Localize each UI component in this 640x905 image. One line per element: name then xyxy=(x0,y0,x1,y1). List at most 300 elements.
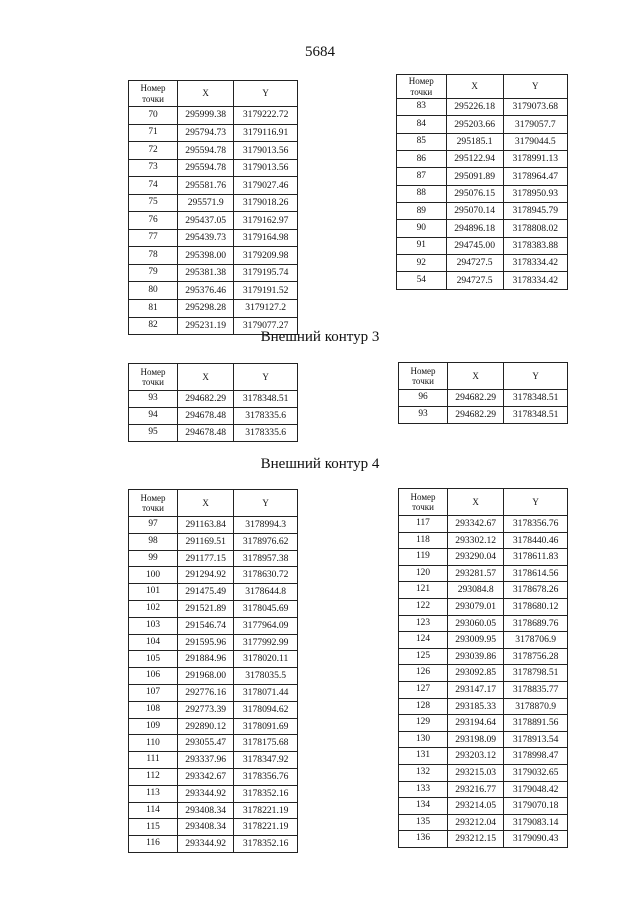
table-row xyxy=(129,651,298,668)
point-number-cell: 105 xyxy=(129,651,178,668)
point-number-cell: 86 xyxy=(397,151,447,168)
point-number-cell: 113 xyxy=(129,785,178,802)
table-row xyxy=(399,615,568,632)
x-cell: 291177.15 xyxy=(178,550,234,567)
header-y: Y xyxy=(503,75,567,99)
x-cell: 291595.96 xyxy=(178,634,234,651)
point-number-cell: 132 xyxy=(399,764,448,781)
point-number-cell: 85 xyxy=(397,133,447,150)
point-number-cell: 91 xyxy=(397,237,447,254)
header-y: Y xyxy=(234,81,298,107)
point-number-cell: 124 xyxy=(399,632,448,649)
y-cell: 3178094.62 xyxy=(234,701,298,718)
table-row xyxy=(397,255,568,272)
point-number-cell: 54 xyxy=(397,272,447,289)
contour-4-title: Внешний контур 4 xyxy=(260,456,380,472)
y-cell: 3178614.56 xyxy=(504,565,568,582)
point-number-cell: 101 xyxy=(129,584,178,601)
y-cell: 3179090.43 xyxy=(504,831,568,848)
header-row xyxy=(399,363,568,390)
point-number-cell: 103 xyxy=(129,617,178,634)
y-cell: 3178352.16 xyxy=(234,785,298,802)
table-row xyxy=(129,124,298,142)
point-number-cell: 133 xyxy=(399,781,448,798)
x-cell: 295122.94 xyxy=(446,151,503,168)
table-row xyxy=(397,99,568,116)
table-row xyxy=(399,681,568,698)
x-cell: 295381.38 xyxy=(178,264,234,282)
y-cell: 3178348.51 xyxy=(234,391,298,408)
point-number-cell: 78 xyxy=(129,247,178,265)
y-cell: 3178091.69 xyxy=(234,718,298,735)
y-cell: 3178689.76 xyxy=(504,615,568,632)
y-cell: 3178356.76 xyxy=(234,768,298,785)
x-cell: 294896.18 xyxy=(446,220,503,237)
point-number-cell: 84 xyxy=(397,116,447,133)
table-row xyxy=(129,584,298,601)
header-y: Y xyxy=(234,364,298,391)
table-row xyxy=(399,798,568,815)
table-row xyxy=(397,237,568,254)
x-cell: 293281.57 xyxy=(448,565,504,582)
x-cell: 295581.76 xyxy=(178,177,234,195)
point-number-cell: 76 xyxy=(129,212,178,230)
table-row xyxy=(129,836,298,853)
table-row xyxy=(129,517,298,534)
table-row xyxy=(129,408,298,425)
coordinates-table-6 xyxy=(398,488,568,848)
y-cell: 3178680.12 xyxy=(504,598,568,615)
y-cell: 3179070.18 xyxy=(504,798,568,815)
table-row xyxy=(129,212,298,230)
header-row xyxy=(399,489,568,516)
point-number-cell: 83 xyxy=(397,99,447,116)
point-number-cell: 98 xyxy=(129,533,178,550)
y-cell: 3178045.69 xyxy=(234,600,298,617)
x-cell: 291294.92 xyxy=(178,567,234,584)
y-cell: 3178644.8 xyxy=(234,584,298,601)
x-cell: 295185.1 xyxy=(446,133,503,150)
y-cell: 3178356.76 xyxy=(504,516,568,533)
header-x: X xyxy=(448,489,504,516)
table-row xyxy=(129,142,298,160)
header-point-number: Номер точки xyxy=(129,490,178,517)
y-cell: 3178756.28 xyxy=(504,648,568,665)
y-cell: 3179013.56 xyxy=(234,142,298,160)
y-cell: 3178835.77 xyxy=(504,681,568,698)
y-cell: 3178991.13 xyxy=(503,151,567,168)
point-number-cell: 89 xyxy=(397,203,447,220)
table-row xyxy=(399,698,568,715)
point-number-cell: 75 xyxy=(129,194,178,212)
point-number-cell: 107 xyxy=(129,684,178,701)
y-cell: 3178335.6 xyxy=(234,408,298,425)
y-cell: 3179164.98 xyxy=(234,229,298,247)
y-cell: 3179048.42 xyxy=(504,781,568,798)
point-number-cell: 71 xyxy=(129,124,178,142)
y-cell: 3178913.54 xyxy=(504,731,568,748)
table-row xyxy=(129,194,298,212)
y-cell: 3178998.47 xyxy=(504,748,568,765)
point-number-cell: 131 xyxy=(399,748,448,765)
y-cell: 3178440.46 xyxy=(504,532,568,549)
table-row xyxy=(129,300,298,318)
table-row xyxy=(399,390,568,407)
y-cell: 3179018.26 xyxy=(234,194,298,212)
x-cell: 293408.34 xyxy=(178,802,234,819)
x-cell: 293185.33 xyxy=(448,698,504,715)
header-x: X xyxy=(178,81,234,107)
x-cell: 291475.49 xyxy=(178,584,234,601)
x-cell: 295298.28 xyxy=(178,300,234,318)
y-cell: 3178352.16 xyxy=(234,836,298,853)
table-row xyxy=(399,632,568,649)
y-cell: 3178175.68 xyxy=(234,735,298,752)
y-cell: 3179013.56 xyxy=(234,159,298,177)
x-cell: 293060.05 xyxy=(448,615,504,632)
point-number-cell: 97 xyxy=(129,517,178,534)
point-number-cell: 80 xyxy=(129,282,178,300)
y-cell: 3179162.97 xyxy=(234,212,298,230)
x-cell: 293092.85 xyxy=(448,665,504,682)
x-cell: 291884.96 xyxy=(178,651,234,668)
coordinates-table-2 xyxy=(396,74,568,290)
table-row xyxy=(397,220,568,237)
table-row xyxy=(399,549,568,566)
x-cell: 293216.77 xyxy=(448,781,504,798)
point-number-cell: 77 xyxy=(129,229,178,247)
point-number-cell: 70 xyxy=(129,107,178,125)
table-row xyxy=(397,116,568,133)
y-cell: 3178020.11 xyxy=(234,651,298,668)
header-point-number: Номер точки xyxy=(397,75,447,99)
y-cell: 3178348.51 xyxy=(504,407,568,424)
x-cell: 295076.15 xyxy=(446,185,503,202)
x-cell: 294682.29 xyxy=(448,407,504,424)
y-cell: 3178891.56 xyxy=(504,715,568,732)
y-cell: 3178994.3 xyxy=(234,517,298,534)
table-row xyxy=(129,684,298,701)
table-row xyxy=(399,781,568,798)
x-cell: 293214.05 xyxy=(448,798,504,815)
x-cell: 294682.29 xyxy=(448,390,504,407)
table-row xyxy=(129,718,298,735)
point-number-cell: 94 xyxy=(129,408,178,425)
point-number-cell: 110 xyxy=(129,735,178,752)
x-cell: 293009.95 xyxy=(448,632,504,649)
coordinates-table-3 xyxy=(128,363,298,442)
point-number-cell: 92 xyxy=(397,255,447,272)
x-cell: 293203.12 xyxy=(448,748,504,765)
point-number-cell: 135 xyxy=(399,814,448,831)
y-cell: 3179057.7 xyxy=(503,116,567,133)
table-row xyxy=(129,668,298,685)
header-x: X xyxy=(446,75,503,99)
point-number-cell: 102 xyxy=(129,600,178,617)
x-cell: 291169.51 xyxy=(178,533,234,550)
table-row xyxy=(129,247,298,265)
x-cell: 291968.00 xyxy=(178,668,234,685)
y-cell: 3178678.26 xyxy=(504,582,568,599)
point-number-cell: 96 xyxy=(399,390,448,407)
table-row xyxy=(399,715,568,732)
y-cell: 3178957.38 xyxy=(234,550,298,567)
x-cell: 293039.86 xyxy=(448,648,504,665)
table-row xyxy=(129,425,298,442)
table-row xyxy=(399,831,568,848)
y-cell: 3179209.98 xyxy=(234,247,298,265)
point-number-cell: 99 xyxy=(129,550,178,567)
table-row xyxy=(129,177,298,195)
table-row xyxy=(397,168,568,185)
point-number-cell: 108 xyxy=(129,701,178,718)
table-row xyxy=(399,648,568,665)
point-number-cell: 134 xyxy=(399,798,448,815)
point-number-cell: 118 xyxy=(399,532,448,549)
header-x: X xyxy=(178,490,234,517)
point-number-cell: 130 xyxy=(399,731,448,748)
y-cell: 3178221.19 xyxy=(234,819,298,836)
header-row xyxy=(129,364,298,391)
x-cell: 293212.04 xyxy=(448,814,504,831)
x-cell: 295070.14 xyxy=(446,203,503,220)
point-number-cell: 79 xyxy=(129,264,178,282)
table-row xyxy=(399,731,568,748)
y-cell: 3178035.5 xyxy=(234,668,298,685)
x-cell: 295376.46 xyxy=(178,282,234,300)
table-row xyxy=(129,229,298,247)
y-cell: 3179116.91 xyxy=(234,124,298,142)
x-cell: 291521.89 xyxy=(178,600,234,617)
point-number-cell: 129 xyxy=(399,715,448,732)
y-cell: 3177964.09 xyxy=(234,617,298,634)
point-number-cell: 109 xyxy=(129,718,178,735)
x-cell: 294678.48 xyxy=(178,408,234,425)
y-cell: 3179222.72 xyxy=(234,107,298,125)
table-row xyxy=(397,272,568,289)
x-cell: 295594.78 xyxy=(178,142,234,160)
y-cell: 3178334.42 xyxy=(503,255,567,272)
table-row xyxy=(129,567,298,584)
table-row xyxy=(129,634,298,651)
y-cell: 3177992.99 xyxy=(234,634,298,651)
point-number-cell: 125 xyxy=(399,648,448,665)
x-cell: 293215.03 xyxy=(448,764,504,781)
header-point-number: Номер точки xyxy=(399,489,448,516)
table-row xyxy=(397,185,568,202)
point-number-cell: 88 xyxy=(397,185,447,202)
table-row xyxy=(399,665,568,682)
y-cell: 3178630.72 xyxy=(234,567,298,584)
point-number-cell: 104 xyxy=(129,634,178,651)
table-row xyxy=(129,264,298,282)
point-number-cell: 120 xyxy=(399,565,448,582)
header-row xyxy=(129,490,298,517)
page-number: 5684 xyxy=(305,44,335,60)
x-cell: 293198.09 xyxy=(448,731,504,748)
point-number-cell: 121 xyxy=(399,582,448,599)
point-number-cell: 115 xyxy=(129,819,178,836)
table-row xyxy=(399,598,568,615)
point-number-cell: 126 xyxy=(399,665,448,682)
x-cell: 295398.00 xyxy=(178,247,234,265)
table-row xyxy=(399,516,568,533)
x-cell: 295091.89 xyxy=(446,168,503,185)
y-cell: 3179077.27 xyxy=(234,317,298,335)
x-cell: 293290.04 xyxy=(448,549,504,566)
x-cell: 294682.29 xyxy=(178,391,234,408)
coordinates-table-1 xyxy=(128,80,298,335)
y-cell: 3178950.93 xyxy=(503,185,567,202)
x-cell: 293342.67 xyxy=(178,768,234,785)
table-row xyxy=(129,802,298,819)
y-cell: 3178945.79 xyxy=(503,203,567,220)
x-cell: 294727.5 xyxy=(446,272,503,289)
y-cell: 3179191.52 xyxy=(234,282,298,300)
y-cell: 3178611.83 xyxy=(504,549,568,566)
coordinates-table-5 xyxy=(128,489,298,853)
x-cell: 293055.47 xyxy=(178,735,234,752)
y-cell: 3178348.51 xyxy=(504,390,568,407)
point-number-cell: 93 xyxy=(129,391,178,408)
header-y: Y xyxy=(504,489,568,516)
y-cell: 3179027.46 xyxy=(234,177,298,195)
x-cell: 293344.92 xyxy=(178,785,234,802)
x-cell: 292776.16 xyxy=(178,684,234,701)
x-cell: 295594.78 xyxy=(178,159,234,177)
table-row xyxy=(399,407,568,424)
y-cell: 3178347.92 xyxy=(234,752,298,769)
header-point-number: Номер точки xyxy=(129,364,178,391)
point-number-cell: 123 xyxy=(399,615,448,632)
y-cell: 3178706.9 xyxy=(504,632,568,649)
y-cell: 3179073.68 xyxy=(503,99,567,116)
point-number-cell: 73 xyxy=(129,159,178,177)
coordinates-table-4 xyxy=(398,362,568,424)
x-cell: 295794.73 xyxy=(178,124,234,142)
y-cell: 3178383.88 xyxy=(503,237,567,254)
table-row xyxy=(397,133,568,150)
point-number-cell: 100 xyxy=(129,567,178,584)
y-cell: 3178964.47 xyxy=(503,168,567,185)
y-cell: 3179044.5 xyxy=(503,133,567,150)
point-number-cell: 93 xyxy=(399,407,448,424)
point-number-cell: 136 xyxy=(399,831,448,848)
header-row xyxy=(397,75,568,99)
header-y: Y xyxy=(504,363,568,390)
x-cell: 293212.15 xyxy=(448,831,504,848)
x-cell: 295226.18 xyxy=(446,99,503,116)
y-cell: 3178798.51 xyxy=(504,665,568,682)
x-cell: 293302.12 xyxy=(448,532,504,549)
point-number-cell: 81 xyxy=(129,300,178,318)
x-cell: 293337.96 xyxy=(178,752,234,769)
x-cell: 295231.19 xyxy=(178,317,234,335)
x-cell: 295571.9 xyxy=(178,194,234,212)
x-cell: 292773.39 xyxy=(178,701,234,718)
table-row xyxy=(129,550,298,567)
point-number-cell: 116 xyxy=(129,836,178,853)
table-row xyxy=(129,735,298,752)
y-cell: 3178808.02 xyxy=(503,220,567,237)
x-cell: 295999.38 xyxy=(178,107,234,125)
header-y: Y xyxy=(234,490,298,517)
y-cell: 3178221.19 xyxy=(234,802,298,819)
x-cell: 294745.00 xyxy=(446,237,503,254)
table-row xyxy=(399,748,568,765)
x-cell: 295439.73 xyxy=(178,229,234,247)
x-cell: 293408.34 xyxy=(178,819,234,836)
table-row xyxy=(129,600,298,617)
point-number-cell: 90 xyxy=(397,220,447,237)
table-row xyxy=(129,701,298,718)
point-number-cell: 122 xyxy=(399,598,448,615)
table-row xyxy=(129,819,298,836)
point-number-cell: 117 xyxy=(399,516,448,533)
table-row xyxy=(129,752,298,769)
table-row xyxy=(129,282,298,300)
y-cell: 3178335.6 xyxy=(234,425,298,442)
point-number-cell: 111 xyxy=(129,752,178,769)
x-cell: 295437.05 xyxy=(178,212,234,230)
table-row xyxy=(397,151,568,168)
x-cell: 293194.64 xyxy=(448,715,504,732)
point-number-cell: 112 xyxy=(129,768,178,785)
header-point-number: Номер точки xyxy=(129,81,178,107)
y-cell: 3178334.42 xyxy=(503,272,567,289)
point-number-cell: 128 xyxy=(399,698,448,715)
table-row xyxy=(397,203,568,220)
contour-3-title: Внешний контур 3 xyxy=(260,329,380,345)
x-cell: 293084.8 xyxy=(448,582,504,599)
table-row xyxy=(129,785,298,802)
y-cell: 3178071.44 xyxy=(234,684,298,701)
header-x: X xyxy=(448,363,504,390)
table-row xyxy=(399,532,568,549)
y-cell: 3178870.9 xyxy=(504,698,568,715)
x-cell: 293344.92 xyxy=(178,836,234,853)
point-number-cell: 74 xyxy=(129,177,178,195)
table-row xyxy=(129,159,298,177)
point-number-cell: 87 xyxy=(397,168,447,185)
table-row xyxy=(129,391,298,408)
table-row xyxy=(129,617,298,634)
y-cell: 3179127.2 xyxy=(234,300,298,318)
header-row xyxy=(129,81,298,107)
x-cell: 292890.12 xyxy=(178,718,234,735)
x-cell: 291546.74 xyxy=(178,617,234,634)
y-cell: 3178976.62 xyxy=(234,533,298,550)
x-cell: 293147.17 xyxy=(448,681,504,698)
x-cell: 295203.66 xyxy=(446,116,503,133)
point-number-cell: 119 xyxy=(399,549,448,566)
y-cell: 3179032.65 xyxy=(504,764,568,781)
point-number-cell: 106 xyxy=(129,668,178,685)
table-row xyxy=(129,768,298,785)
table-row xyxy=(399,814,568,831)
x-cell: 294727.5 xyxy=(446,255,503,272)
header-x: X xyxy=(178,364,234,391)
x-cell: 293079.01 xyxy=(448,598,504,615)
x-cell: 291163.84 xyxy=(178,517,234,534)
x-cell: 294678.48 xyxy=(178,425,234,442)
point-number-cell: 72 xyxy=(129,142,178,160)
table-row xyxy=(399,764,568,781)
point-number-cell: 95 xyxy=(129,425,178,442)
point-number-cell: 114 xyxy=(129,802,178,819)
table-row xyxy=(399,582,568,599)
point-number-cell: 82 xyxy=(129,317,178,335)
